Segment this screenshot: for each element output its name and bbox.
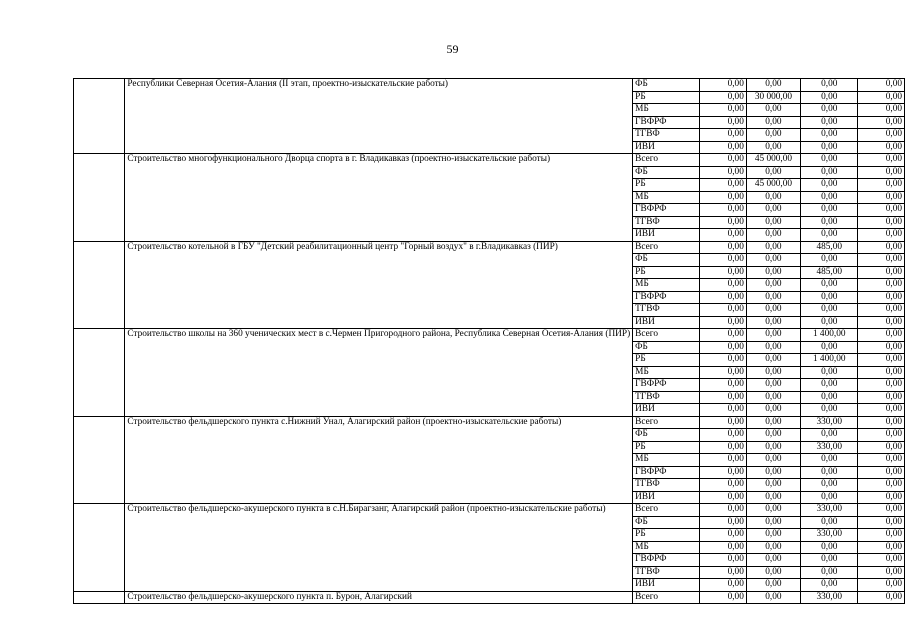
amount-cell-col1: 0,00	[700, 141, 746, 154]
funding-source-cell: ФБ	[633, 254, 700, 267]
amount-cell-col2: 0,00	[746, 316, 800, 329]
amount-cell-col2: 0,00	[746, 591, 800, 604]
amount-cell-col3: 0,00	[800, 129, 858, 142]
amount-cell-col1: 0,00	[700, 554, 746, 567]
funding-source-cell: Всего	[633, 416, 700, 429]
amount-cell-col1: 0,00	[700, 229, 746, 242]
amount-cell-col3: 1 400,00	[800, 329, 858, 342]
table-row	[74, 79, 905, 92]
funding-source-cell: ГВФРФ	[633, 116, 700, 129]
amount-cell-col4: 0,00	[858, 579, 905, 592]
amount-cell-col4: 0,00	[858, 504, 905, 517]
table-row	[74, 591, 905, 604]
amount-cell-col1: 0,00	[700, 166, 746, 179]
amount-cell-col2: 0,00	[746, 141, 800, 154]
amount-cell-col1: 0,00	[700, 104, 746, 117]
amount-cell-col2: 0,00	[746, 541, 800, 554]
amount-cell-col4: 0,00	[858, 291, 905, 304]
amount-cell-col2: 0,00	[746, 366, 800, 379]
amount-cell-col4: 0,00	[858, 104, 905, 117]
funding-source-cell: РБ	[633, 354, 700, 367]
amount-cell-col2: 0,00	[746, 454, 800, 467]
amount-cell-col1: 0,00	[700, 254, 746, 267]
amount-cell-col3: 1 400,00	[800, 354, 858, 367]
amount-cell-col1: 0,00	[700, 179, 746, 192]
funding-source-cell: Всего	[633, 154, 700, 167]
amount-cell-col3: 0,00	[800, 366, 858, 379]
amount-cell-col3: 0,00	[800, 566, 858, 579]
amount-cell-col3: 0,00	[800, 316, 858, 329]
amount-cell-col2: 0,00	[746, 216, 800, 229]
amount-cell-col2: 0,00	[746, 579, 800, 592]
amount-cell-col1: 0,00	[700, 529, 746, 542]
funding-source-cell: ФБ	[633, 429, 700, 442]
amount-cell-col4: 0,00	[858, 566, 905, 579]
funding-source-cell: ГВФРФ	[633, 291, 700, 304]
amount-cell-col1: 0,00	[700, 191, 746, 204]
amount-cell-col2: 0,00	[746, 416, 800, 429]
amount-cell-col2: 0,00	[746, 441, 800, 454]
amount-cell-col2: 0,00	[746, 529, 800, 542]
amount-cell-col1: 0,00	[700, 291, 746, 304]
funding-source-cell: РБ	[633, 529, 700, 542]
budget-table	[73, 78, 905, 604]
amount-cell-col1: 0,00	[700, 491, 746, 504]
amount-cell-col3: 0,00	[800, 516, 858, 529]
project-name-cell: Республики Северная Осетия-Алания (II этап, проектно-изыскательские работы)	[125, 79, 633, 154]
amount-cell-col1: 0,00	[700, 566, 746, 579]
amount-cell-col4: 0,00	[858, 329, 905, 342]
project-name-cell: Строительство фельдшерско-акушерского пункта п. Бурон, Алагирский	[125, 591, 633, 604]
amount-cell-col2: 0,00	[746, 341, 800, 354]
amount-cell-col4: 0,00	[858, 379, 905, 392]
amount-cell-col4: 0,00	[858, 491, 905, 504]
amount-cell-col2: 0,00	[746, 516, 800, 529]
funding-source-cell: ГВФРФ	[633, 204, 700, 217]
funding-source-cell: ИВИ	[633, 579, 700, 592]
funding-source-cell: ФБ	[633, 166, 700, 179]
funding-source-cell: ИВИ	[633, 229, 700, 242]
amount-cell-col3: 0,00	[800, 304, 858, 317]
amount-cell-col3: 0,00	[800, 466, 858, 479]
row-number-cell	[74, 241, 125, 329]
amount-cell-col3: 330,00	[800, 529, 858, 542]
amount-cell-col2: 0,00	[746, 391, 800, 404]
amount-cell-col3: 0,00	[800, 79, 858, 92]
amount-cell-col4: 0,00	[858, 529, 905, 542]
amount-cell-col1: 0,00	[700, 266, 746, 279]
row-number-cell	[74, 504, 125, 592]
amount-cell-col3: 0,00	[800, 166, 858, 179]
amount-cell-col3: 0,00	[800, 204, 858, 217]
amount-cell-col2: 0,00	[746, 279, 800, 292]
row-number-cell	[74, 79, 125, 154]
amount-cell-col2: 0,00	[746, 491, 800, 504]
table-row	[74, 504, 905, 517]
amount-cell-col2: 0,00	[746, 329, 800, 342]
row-number-cell	[74, 591, 125, 604]
amount-cell-col1: 0,00	[700, 441, 746, 454]
amount-cell-col4: 0,00	[858, 391, 905, 404]
funding-source-cell: МБ	[633, 454, 700, 467]
amount-cell-col4: 0,00	[858, 516, 905, 529]
amount-cell-col1: 0,00	[700, 154, 746, 167]
amount-cell-col3: 0,00	[800, 141, 858, 154]
amount-cell-col2: 0,00	[746, 204, 800, 217]
amount-cell-col4: 0,00	[858, 304, 905, 317]
funding-source-cell: МБ	[633, 279, 700, 292]
amount-cell-col1: 0,00	[700, 279, 746, 292]
amount-cell-col2: 45 000,00	[746, 179, 800, 192]
amount-cell-col2: 0,00	[746, 291, 800, 304]
amount-cell-col4: 0,00	[858, 479, 905, 492]
funding-source-cell: ГВФРФ	[633, 379, 700, 392]
funding-source-cell: МБ	[633, 191, 700, 204]
amount-cell-col1: 0,00	[700, 541, 746, 554]
funding-source-cell: ТГВФ	[633, 391, 700, 404]
funding-source-cell: ФБ	[633, 341, 700, 354]
amount-cell-col3: 0,00	[800, 541, 858, 554]
amount-cell-col1: 0,00	[700, 391, 746, 404]
funding-source-cell: ГВФРФ	[633, 466, 700, 479]
funding-source-cell: ИВИ	[633, 141, 700, 154]
amount-cell-col3: 0,00	[800, 479, 858, 492]
amount-cell-col4: 0,00	[858, 254, 905, 267]
amount-cell-col2: 0,00	[746, 304, 800, 317]
amount-cell-col2: 30 000,00	[746, 91, 800, 104]
amount-cell-col3: 330,00	[800, 416, 858, 429]
amount-cell-col3: 0,00	[800, 229, 858, 242]
funding-source-cell: ФБ	[633, 516, 700, 529]
amount-cell-col1: 0,00	[700, 116, 746, 129]
amount-cell-col3: 0,00	[800, 154, 858, 167]
amount-cell-col3: 330,00	[800, 504, 858, 517]
amount-cell-col1: 0,00	[700, 204, 746, 217]
funding-source-cell: Всего	[633, 329, 700, 342]
amount-cell-col4: 0,00	[858, 154, 905, 167]
amount-cell-col1: 0,00	[700, 329, 746, 342]
amount-cell-col1: 0,00	[700, 379, 746, 392]
amount-cell-col3: 485,00	[800, 266, 858, 279]
amount-cell-col4: 0,00	[858, 179, 905, 192]
amount-cell-col2: 0,00	[746, 429, 800, 442]
amount-cell-col3: 0,00	[800, 254, 858, 267]
project-name-cell: Строительство школы на 360 ученических мест в с.Чермен Пригородного района, Республика Северная Осетия-Алания (ПИР)	[125, 329, 633, 417]
amount-cell-col1: 0,00	[700, 91, 746, 104]
amount-cell-col4: 0,00	[858, 366, 905, 379]
funding-source-cell: РБ	[633, 179, 700, 192]
amount-cell-col2: 0,00	[746, 554, 800, 567]
amount-cell-col3: 0,00	[800, 279, 858, 292]
amount-cell-col3: 330,00	[800, 441, 858, 454]
amount-cell-col1: 0,00	[700, 304, 746, 317]
amount-cell-col3: 0,00	[800, 579, 858, 592]
amount-cell-col3: 0,00	[800, 191, 858, 204]
amount-cell-col2: 0,00	[746, 404, 800, 417]
amount-cell-col3: 485,00	[800, 241, 858, 254]
amount-cell-col4: 0,00	[858, 79, 905, 92]
funding-source-cell: Всего	[633, 591, 700, 604]
funding-source-cell: ТГВФ	[633, 129, 700, 142]
amount-cell-col2: 0,00	[746, 479, 800, 492]
amount-cell-col4: 0,00	[858, 129, 905, 142]
funding-source-cell: ТГВФ	[633, 304, 700, 317]
amount-cell-col2: 0,00	[746, 229, 800, 242]
amount-cell-col3: 330,00	[800, 591, 858, 604]
amount-cell-col2: 0,00	[746, 129, 800, 142]
amount-cell-col2: 0,00	[746, 166, 800, 179]
amount-cell-col4: 0,00	[858, 454, 905, 467]
amount-cell-col4: 0,00	[858, 404, 905, 417]
amount-cell-col4: 0,00	[858, 591, 905, 604]
amount-cell-col2: 0,00	[746, 191, 800, 204]
project-name-cell: Строительство фельдшерского пункта с.Нижний Унал, Алагирский район (проектно-изыскательские работы)	[125, 416, 633, 504]
amount-cell-col4: 0,00	[858, 204, 905, 217]
amount-cell-col1: 0,00	[700, 516, 746, 529]
amount-cell-col2: 0,00	[746, 354, 800, 367]
amount-cell-col3: 0,00	[800, 91, 858, 104]
amount-cell-col2: 0,00	[746, 254, 800, 267]
amount-cell-col4: 0,00	[858, 141, 905, 154]
funding-source-cell: ИВИ	[633, 491, 700, 504]
amount-cell-col3: 0,00	[800, 454, 858, 467]
amount-cell-col2: 0,00	[746, 104, 800, 117]
project-name-cell: Строительство многофункционального Дворца спорта в г. Владикавказ (проектно-изыскательские работы)	[125, 154, 633, 242]
amount-cell-col4: 0,00	[858, 229, 905, 242]
funding-source-cell: ИВИ	[633, 316, 700, 329]
amount-cell-col3: 0,00	[800, 116, 858, 129]
funding-source-cell: ФБ	[633, 79, 700, 92]
amount-cell-col2: 0,00	[746, 241, 800, 254]
row-number-cell	[74, 154, 125, 242]
amount-cell-col2: 0,00	[746, 466, 800, 479]
amount-cell-col3: 0,00	[800, 341, 858, 354]
amount-cell-col1: 0,00	[700, 504, 746, 517]
amount-cell-col4: 0,00	[858, 116, 905, 129]
amount-cell-col1: 0,00	[700, 341, 746, 354]
amount-cell-col4: 0,00	[858, 466, 905, 479]
amount-cell-col4: 0,00	[858, 354, 905, 367]
amount-cell-col1: 0,00	[700, 479, 746, 492]
amount-cell-col1: 0,00	[700, 216, 746, 229]
amount-cell-col4: 0,00	[858, 429, 905, 442]
amount-cell-col4: 0,00	[858, 216, 905, 229]
amount-cell-col1: 0,00	[700, 416, 746, 429]
amount-cell-col2: 0,00	[746, 266, 800, 279]
row-number-cell	[74, 416, 125, 504]
amount-cell-col1: 0,00	[700, 316, 746, 329]
funding-source-cell: МБ	[633, 366, 700, 379]
amount-cell-col4: 0,00	[858, 441, 905, 454]
amount-cell-col3: 0,00	[800, 104, 858, 117]
amount-cell-col4: 0,00	[858, 91, 905, 104]
funding-source-cell: РБ	[633, 266, 700, 279]
amount-cell-col4: 0,00	[858, 166, 905, 179]
amount-cell-col2: 0,00	[746, 116, 800, 129]
amount-cell-col4: 0,00	[858, 241, 905, 254]
amount-cell-col4: 0,00	[858, 266, 905, 279]
amount-cell-col1: 0,00	[700, 454, 746, 467]
row-number-cell	[74, 329, 125, 417]
amount-cell-col2: 45 000,00	[746, 154, 800, 167]
amount-cell-col2: 0,00	[746, 79, 800, 92]
amount-cell-col1: 0,00	[700, 591, 746, 604]
amount-cell-col1: 0,00	[700, 79, 746, 92]
funding-source-cell: МБ	[633, 104, 700, 117]
amount-cell-col1: 0,00	[700, 129, 746, 142]
amount-cell-col3: 0,00	[800, 379, 858, 392]
funding-source-cell: ТГВФ	[633, 566, 700, 579]
amount-cell-col1: 0,00	[700, 466, 746, 479]
amount-cell-col3: 0,00	[800, 291, 858, 304]
funding-source-cell: ТГВФ	[633, 479, 700, 492]
amount-cell-col3: 0,00	[800, 429, 858, 442]
amount-cell-col3: 0,00	[800, 179, 858, 192]
amount-cell-col4: 0,00	[858, 341, 905, 354]
funding-source-cell: РБ	[633, 91, 700, 104]
amount-cell-col2: 0,00	[746, 379, 800, 392]
table-row	[74, 329, 905, 342]
amount-cell-col4: 0,00	[858, 316, 905, 329]
amount-cell-col3: 0,00	[800, 216, 858, 229]
amount-cell-col2: 0,00	[746, 504, 800, 517]
project-name-cell: Строительство котельной в ГБУ "Детский реабилитационный центр "Горный воздух" в г.Владикавказ (ПИР)	[125, 241, 633, 329]
amount-cell-col1: 0,00	[700, 579, 746, 592]
amount-cell-col2: 0,00	[746, 566, 800, 579]
funding-source-cell: Всего	[633, 504, 700, 517]
amount-cell-col3: 0,00	[800, 404, 858, 417]
amount-cell-col3: 0,00	[800, 554, 858, 567]
budget-table-body	[74, 79, 905, 604]
page-number: 59	[446, 42, 459, 56]
amount-cell-col4: 0,00	[858, 554, 905, 567]
amount-cell-col1: 0,00	[700, 429, 746, 442]
amount-cell-col4: 0,00	[858, 191, 905, 204]
funding-source-cell: ГВФРФ	[633, 554, 700, 567]
amount-cell-col4: 0,00	[858, 416, 905, 429]
funding-source-cell: Всего	[633, 241, 700, 254]
table-row	[74, 154, 905, 167]
table-row	[74, 241, 905, 254]
funding-source-cell: ИВИ	[633, 404, 700, 417]
amount-cell-col3: 0,00	[800, 491, 858, 504]
amount-cell-col4: 0,00	[858, 279, 905, 292]
amount-cell-col4: 0,00	[858, 541, 905, 554]
project-name-cell: Строительство фельдшерско-акушерского пункта в с.Н.Бирагзанг, Алагирский район (проектно-изыскательские работы)	[125, 504, 633, 592]
funding-source-cell: РБ	[633, 441, 700, 454]
amount-cell-col1: 0,00	[700, 354, 746, 367]
table-row	[74, 416, 905, 429]
amount-cell-col3: 0,00	[800, 391, 858, 404]
funding-source-cell: ТГВФ	[633, 216, 700, 229]
amount-cell-col1: 0,00	[700, 241, 746, 254]
amount-cell-col1: 0,00	[700, 366, 746, 379]
funding-source-cell: МБ	[633, 541, 700, 554]
amount-cell-col1: 0,00	[700, 404, 746, 417]
